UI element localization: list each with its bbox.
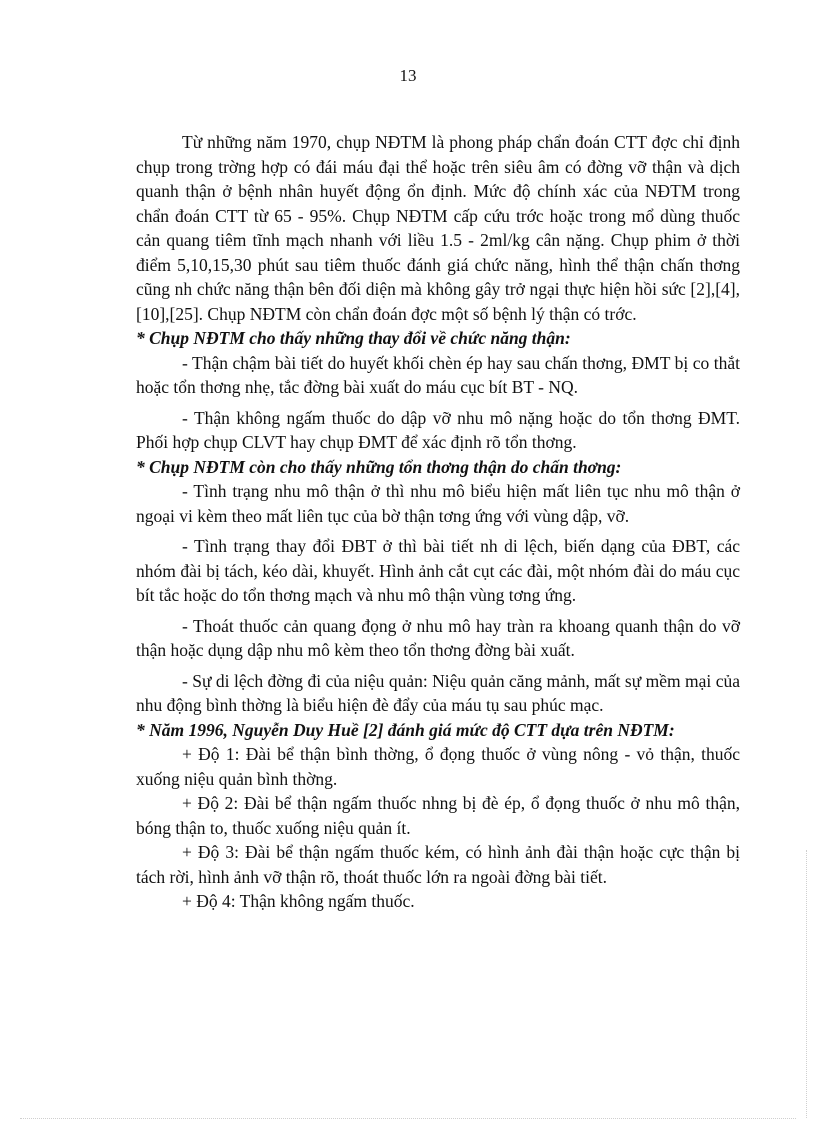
paragraph-contrast-leak: - Thoát thuốc cản quang đọng ở nhu mô hay tràn ra khoang quanh thận do vỡ thận hoặc dụng dập nhu mô kèm theo tổn thơng đờng bài xuất. xyxy=(136,615,740,660)
paragraph-collecting-system: - Tình trạng thay đổi ĐBT ở thì bài tiết nh di lệch, biến dạng của ĐBT, các nhóm đài bị tách, kéo dài, khuyết. Hình ảnh cắt cụt các đài, một nhóm đài do máu cục bít tắc hoặc do tổn thơng mạch và nhu mô thận vùng tơng ứng. xyxy=(136,536,740,605)
page-edge-rule-bottom xyxy=(20,1118,796,1119)
paragraph-grade-2: + Độ 2: Đài bể thận ngấm thuốc nhng bị đè ép, ổ đọng thuốc ở nhu mô thận, bóng thận to, thuốc xuống niệu quản ít. xyxy=(136,793,740,838)
paragraph-delayed-excretion: - Thận chậm bài tiết do huyết khối chèn ép hay sau chấn thơng, ĐMT bị co thắt hoặc tổn thơng nhẹ, tắc đờng bài xuất do máu cục bít BT - NQ. xyxy=(136,352,740,397)
paragraph-grade-4: + Độ 4: Thận không ngấm thuốc. xyxy=(182,891,415,911)
page-edge-rule-right xyxy=(806,850,807,1118)
paragraph-intro: Từ những năm 1970, chụp NĐTM là phong pháp chẩn đoán CTT đợc chỉ định chụp trong trờng hợp có đái máu đại thể hoặc trên siêu âm có đờng vỡ thận và dịch quanh thận ở bệnh nhân huyết động ổn định. Mức độ chính xác của NĐTM trong chẩn đoán CTT từ 65 - 95%. Chụp NĐTM cấp cứu trớc hoặc trong mổ dùng thuốc cản quang tiêm tĩnh mạch nhanh với liều 1.5 - 2ml/kg cân nặng. Chụp phim ở thời điểm 5,10,15,30 phút sau tiêm thuốc đánh giá chức năng, hình thể thận chấn thơng cũng nh chức năng thận bên đối diện mà không gây trở ngại thực hiện hồi sức [2],[4],[10],[25]. Chụp NĐTM còn chẩn đoán đợc một số bệnh lý thận có trớc. xyxy=(136,132,740,324)
document-body xyxy=(136,130,740,914)
paragraph-parenchyma: - Tình trạng nhu mô thận ở thì nhu mô biểu hiện mất liên tục nhu mô thận ở ngoại vi kèm theo mất liên tục của bờ thận tơng ứng với vùng dập, vỡ. xyxy=(136,481,740,526)
paragraph-grade-1: + Độ 1: Đài bể thận bình thờng, ổ đọng thuốc ở vùng nông - vỏ thận, thuốc xuống niệu quản bình thờng. xyxy=(136,744,740,789)
heading-function-changes: * Chụp NĐTM cho thấy những thay đổi về chức năng thận: xyxy=(136,328,571,348)
page-number: 13 xyxy=(399,66,417,85)
paragraph-no-uptake: - Thận không ngấm thuốc do dập vỡ nhu mô nặng hoặc do tổn thơng ĐMT. Phối hợp chụp CLVT hay chụp ĐMT để xác định rõ tổn thơng. xyxy=(136,407,740,452)
heading-injury-findings: * Chụp NĐTM còn cho thấy những tổn thơng thận do chấn thơng: xyxy=(136,456,622,477)
heading-grading-1996: * Năm 1996, Nguyễn Duy Huề [2] đánh giá mức độ CTT dựa trên NĐTM: xyxy=(136,719,675,740)
paragraph-ureter-displacement: - Sự di lệch đờng đi của niệu quản: Niệu quản căng mảnh, mất sự mềm mại của nhu động bình thờng là biểu hiện đè đẩy của máu tụ sau phúc mạc. xyxy=(136,670,740,715)
paragraph-grade-3: + Độ 3: Đài bể thận ngấm thuốc kém, có hình ảnh đài thận hoặc cực thận bị tách rời, hình ảnh vỡ thận rõ, thoát thuốc lớn ra ngoài đờng bài tiết. xyxy=(136,842,740,887)
